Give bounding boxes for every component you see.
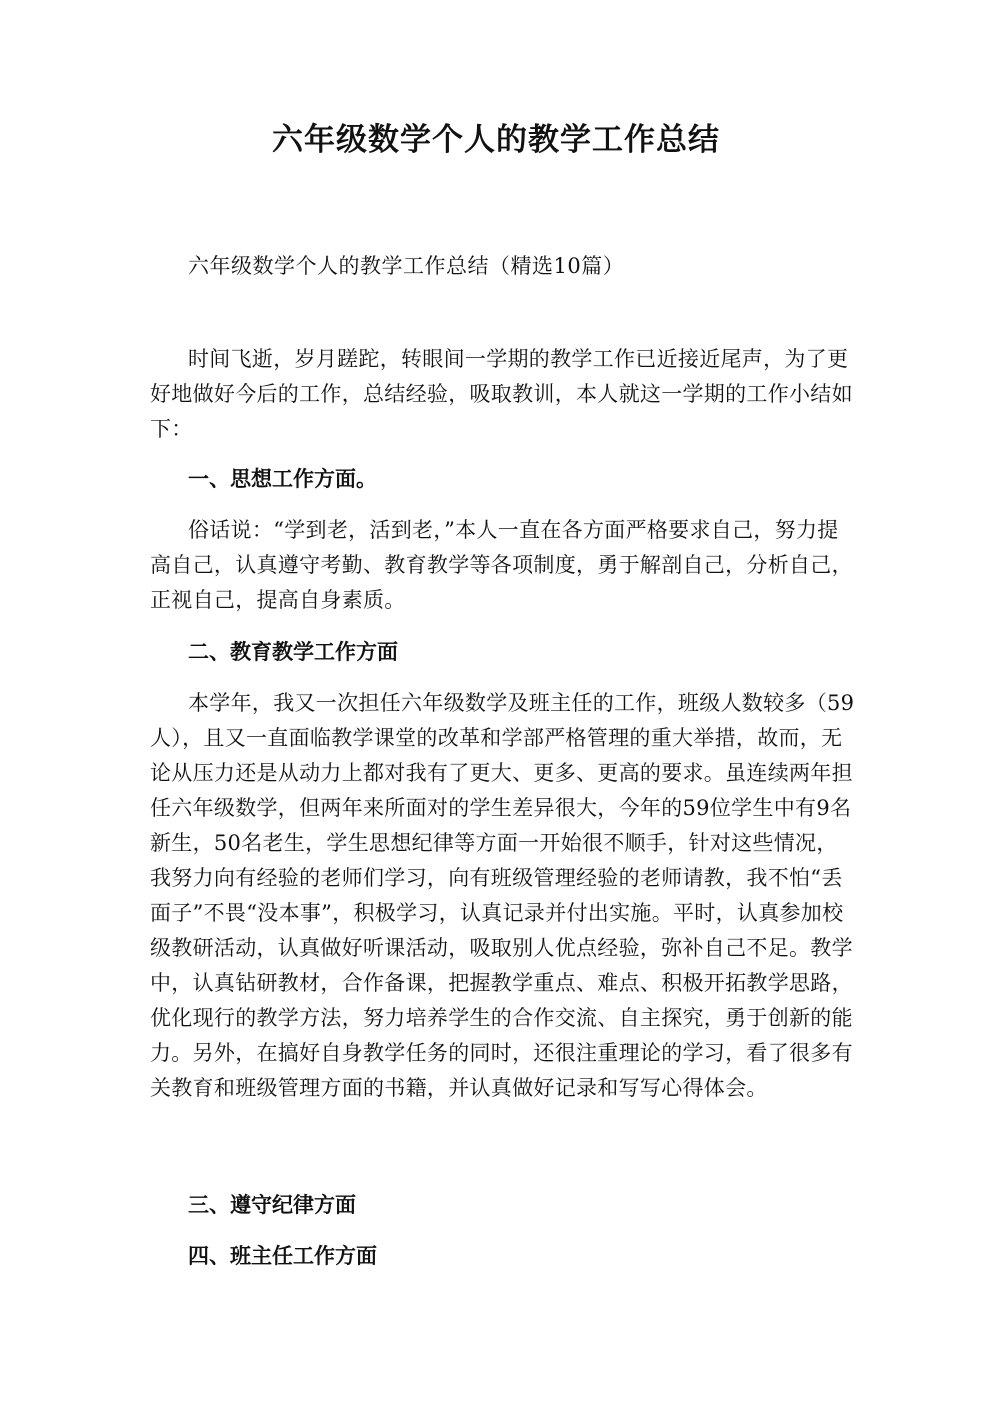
section-heading-class-teacher: 四、班主任工作方面 [188,1243,377,1268]
intro-paragraph: 时间飞逝，岁月蹉跎，转眼间一学期的教学工作已近接近尾声，为了更好地做好今后的工作，总结经验，吸取教训，本人就这一学期的工作小结如下： [150,347,853,441]
section-heading-teaching: 二、教育教学工作方面 [188,639,398,664]
section-heading-thought: 一、思想工作方面。 [188,466,377,491]
document-subtitle: 六年级数学个人的教学工作总结（精选10篇） [188,254,625,278]
section-heading-discipline: 三、遵守纪律方面 [188,1192,356,1217]
section-body-teaching: 本学年，我又一次担任六年级数学及班主任的工作，班级人数较多（59人），且又一直面临教学课堂的改革和学部严格管理的重大举措，故而，无论从压力还是从动力上都对我有了更大、更多、更高的要求。虽连续两年担任六年级数学，但两年来所面对的学生差异很大，今年的59位学生中有9名新生，50名老生，学生思想纪律等方面一开始很不顺手，针对这些情况，我努力向有经验的老师们学习，向有班级管理经验的老师请教，我不怕“丢面子”不畏“没本事”，积极学习，认真记录并付出实施。平时，认真参加校级教研活动，认真做好听课活动，吸取别人优点经验，弥补自己不足。教学中，认真钻研教材，合作备课，把握教学重点、难点、积极开拓教学思路，优化现行的教学方法，努力培养学生的合作交流、自主探究，勇于创新的能力。另外，在搞好自身教学任务的同时，还很注重理论的学习，看了很多有关教育和班级管理方面的书籍，并认真做好记录和写写心得体会。 [150,691,855,1100]
section-body-thought: 俗话说：“学到老，活到老，”本人一直在各方面严格要求自己，努力提高自己，认真遵守考勤、教育教学等各项制度，勇于解剖自己，分析自己，正视自己，提高自身素质。 [150,518,853,612]
document-title: 六年级数学个人的教学工作总结 [272,122,720,158]
